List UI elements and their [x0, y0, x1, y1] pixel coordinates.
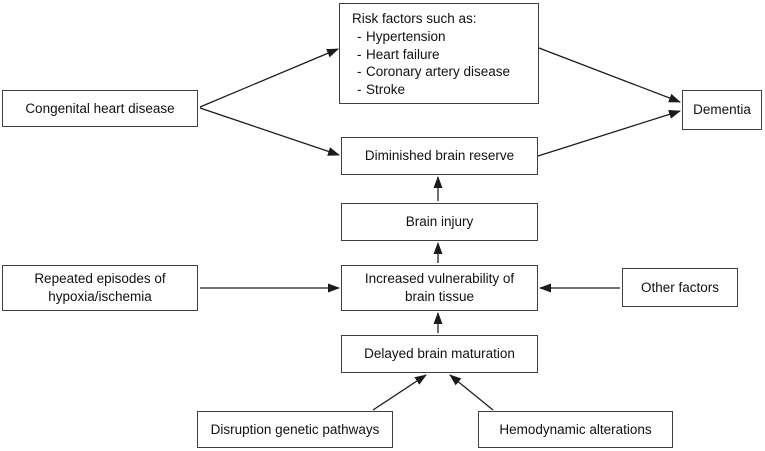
- arrow-diminished-to-dementia: [538, 111, 680, 156]
- box-brain-injury: [341, 203, 538, 241]
- box-label: Brain injury: [405, 214, 474, 230]
- bullet-dash: -: [357, 28, 362, 44]
- arrow-hemodynamic-to-delayed: [450, 375, 493, 410]
- box-label: Increased vulnerability of brain tissue: [364, 271, 515, 304]
- box-other-factors: [622, 268, 738, 307]
- risk-factor-label: Hypertension: [366, 28, 446, 44]
- risk-factor-label: Stroke: [366, 82, 406, 98]
- risk-factors-title: Risk factors such as:: [352, 11, 477, 26]
- arrow-congenital-to-risk-factors: [200, 49, 338, 107]
- box-label: Disruption genetic pathways: [210, 421, 380, 437]
- box-hemodynamic-alterations: [478, 411, 673, 448]
- box-dementia: [682, 90, 762, 130]
- bullet-dash: -: [357, 64, 362, 80]
- box-delayed-brain-maturation: [341, 335, 538, 373]
- box-label: Dementia: [693, 102, 751, 118]
- risk-factor-item: [352, 63, 532, 81]
- box-disruption-genetic-pathways: [197, 411, 393, 448]
- arrow-risk-factors-to-dementia: [539, 48, 680, 102]
- risk-factor-label: Coronary artery disease: [366, 64, 511, 80]
- box-label: Congenital heart disease: [25, 100, 175, 116]
- bullet-dash: -: [357, 82, 362, 98]
- risk-factor-label: Heart failure: [366, 46, 440, 62]
- bullet-dash: -: [357, 46, 362, 62]
- box-label: Repeated episodes of hypoxia/ischemia: [34, 271, 166, 304]
- box-label: Hemodynamic alterations: [499, 421, 652, 437]
- risk-factor-item: [352, 46, 532, 64]
- risk-factor-item: [352, 28, 532, 46]
- box-label: Other factors: [640, 279, 720, 295]
- box-label: Diminished brain reserve: [364, 148, 515, 164]
- box-congenital-heart-disease: [2, 90, 198, 127]
- risk-factor-item: [352, 81, 532, 99]
- box-risk-factors: [339, 3, 539, 104]
- box-label: Delayed brain maturation: [364, 346, 515, 362]
- box-diminished-brain-reserve: [341, 137, 538, 175]
- box-increased-vulnerability-brain-tissue: [341, 265, 538, 311]
- arrow-disruption-to-delayed: [373, 375, 426, 410]
- box-repeated-episodes-hypoxia-ischemia: [2, 265, 198, 311]
- arrow-congenital-to-diminished: [200, 108, 339, 155]
